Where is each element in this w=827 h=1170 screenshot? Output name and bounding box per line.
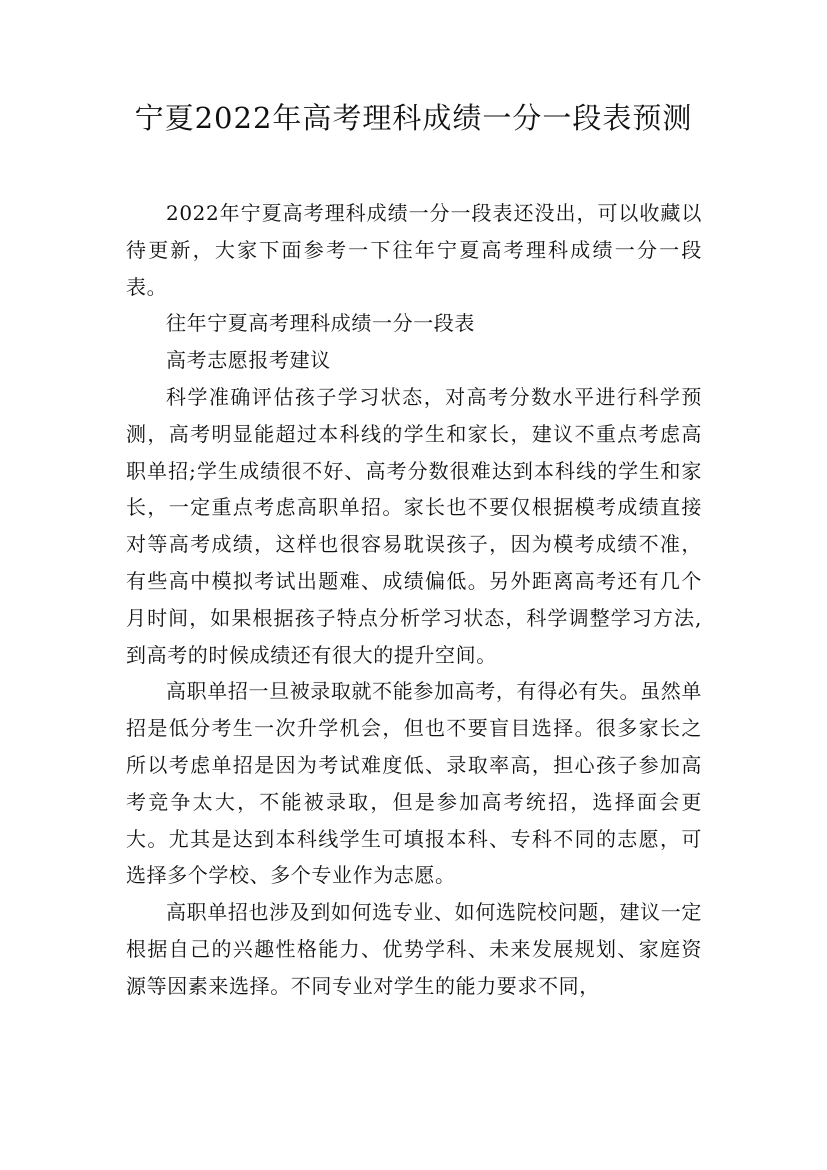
paragraph-single-enrollment: 高职单招一旦被录取就不能参加高考，有得必有失。虽然单招是低分考生一次升学机会，但也不要盲目选择。很多家长之所以考虑单招是因为考试难度低、录取率高，担心孩子参加高考竞争太大，不能被录取，但是参加高考统招，选择面会更大。尤其是达到本科线学生可填报本科、专科不同的志愿，可选择多个学校、多个专业作为志愿。 bbox=[126, 679, 702, 888]
paragraph-section-heading: 高考志愿报考建议 bbox=[166, 348, 331, 373]
paragraph-major-selection: 高职单招也涉及到如何选专业、如何选院校问题，建议一定根据自己的兴趣性格能力、优势学科、未来发展规划、家庭资源等因素来选择。不同专业对学生的能力要求不同， bbox=[126, 900, 702, 998]
paragraph-intro: 2022年宁夏高考理科成绩一分一段表还没出，可以收藏以待更新，大家下面参考一下往年宁夏高考理科成绩一分一段表。 bbox=[126, 201, 702, 299]
paragraph-table-heading: 往年宁夏高考理科成绩一分一段表 bbox=[166, 311, 475, 336]
article-body bbox=[126, 195, 702, 1005]
page-title: 宁夏2022年高考理科成绩一分一段表预测 bbox=[134, 101, 693, 135]
paragraph-assessment-advice: 科学准确评估孩子学习状态，对高考分数水平进行科学预测，高考明显能超过本科线的学生和家长，建议不重点考虑高职单招;学生成绩很不好、高考分数很难达到本科线的学生和家长，一定重点考虑高职单招。家长也不要仅根据模考成绩直接对等高考成绩，这样也很容易耽误孩子，因为模考成绩不准，有些高中模拟考试出题难、成绩偏低。另外距离高考还有几个月时间，如果根据孩子特点分析学习状态，科学调整学习方法,到高考的时候成绩还有很大的提升空间。 bbox=[126, 384, 702, 667]
